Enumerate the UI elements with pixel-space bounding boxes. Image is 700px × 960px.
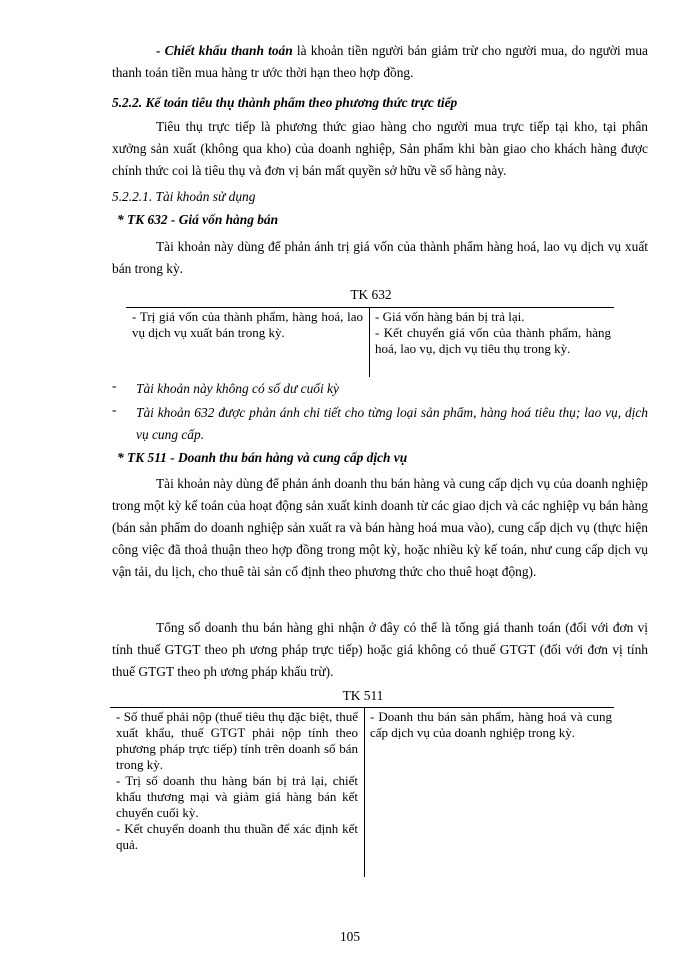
tk632-divider <box>369 307 370 377</box>
tk511-divider <box>364 707 365 877</box>
payment-discount-definition: là khoản tiền người bán giảm trừ cho người mua, do người mua thanh toán tiền mua hàng tr ước thời hạn theo hợp đồng. <box>112 43 648 80</box>
tk632-heading: * TK 632 - Giá vốn hàng bán <box>117 212 279 227</box>
tk632-caption: TK 632 <box>350 287 392 302</box>
section-heading-5221: 5.2.2.1. Tài khoản sử dụng <box>112 189 256 204</box>
tk511-top-rule <box>110 707 614 708</box>
tk511-credit-side: - Doanh thu bán sản phẩm, hàng hoá và cung cấp dịch vụ của doanh nghiệp trong kỳ. <box>370 709 612 740</box>
tk511-revenue-note: Tổng số doanh thu bán hàng ghi nhận ở đây có thể là tổng giá thanh toán (đối với đơn vị tính thuế GTGT theo ph ương pháp trực tiếp) hoặc giá không có thuế GTGT (đối với đơn vị tính thuế GTGT theo ph ương pháp khấu trừ). <box>112 620 648 679</box>
tk632-description: Tài khoản này dùng để phản ánh trị giá vốn của thành phẩm hàng hoá, lao vụ dịch vụ xuất bán trong kỳ. <box>112 239 648 276</box>
tk511-debit-side <box>116 709 358 853</box>
tk632-credit-item: - Kết chuyển giá vốn của thành phẩm, hàng hoá, lao vụ, dịch vụ tiêu thụ trong kỳ. <box>375 325 611 356</box>
tk511-caption: TK 511 <box>342 688 384 703</box>
tk632-top-rule <box>126 307 614 308</box>
tk511-description: Tài khoản này dùng để phản ánh doanh thu bán hàng và cung cấp dịch vụ của doanh nghiệp trong một kỳ kế toán của hoạt động sản xuất kinh doanh từ các giao dịch và các nghiệp vụ bán hàng (bán sản phẩm do doanh nghiệp sản xuất ra và bán hàng hoá mua vào), cung cấp dịch vụ (thực hiện công việc đã thoả thuận theo hợp đồng trong một kỳ, hoặc nhiều kỳ kế toán, như cung cấp dịch vụ vận tải, du lịch, cho thuê tài sản cố định theo phương thức cho thuê hoạt động). <box>112 476 648 579</box>
paragraph-direct-sales: Tiêu thụ trực tiếp là phương thức giao hàng cho người mua trực tiếp tại kho, tại phân xưởng sản xuất (không qua kho) của doanh nghiệp, Sản phẩm khi bàn giao cho khách hàng được chính thức coi là tiêu thụ và đơn vị bán mất quyền sở hữu về số hàng này. <box>112 119 648 178</box>
section-heading-522: 5.2.2. Kế toán tiêu thụ thành phẩm theo phương thức trực tiếp <box>112 95 458 110</box>
note-dash: - <box>112 402 117 417</box>
tk632-note-no-balance: Tài khoản này không có số dư cuối kỳ <box>136 381 339 396</box>
tk511-heading: * TK 511 - Doanh thu bán hàng và cung cấp dịch vụ <box>117 450 408 465</box>
tk632-debit-side: - Trị giá vốn của thành phẩm, hàng hoá, lao vụ dịch vụ xuất bán trong kỳ. <box>132 309 363 340</box>
tk632-credit-side <box>375 309 611 357</box>
page-number: 105 <box>339 929 361 944</box>
tk511-debit-item: - Số thuế phải nộp (thuế tiêu thụ đặc biệt, thuế xuất khẩu, thuế GTGT phải nộp tính theo phương pháp trực tiếp) tính trên doanh số bán trong kỳ. <box>116 709 358 772</box>
note-dash: - <box>112 378 117 393</box>
paragraph-payment-discount <box>112 40 648 84</box>
term-payment-discount: - Chiết khấu thanh toán <box>156 43 293 58</box>
tk511-debit-item: - Trị số doanh thu hàng bán bị trả lại, chiết khấu thương mại và giảm giá hàng bán kết chuyển cuối kỳ. <box>116 773 358 820</box>
tk511-debit-item: - Kết chuyển doanh thu thuần để xác định kết quả. <box>116 821 358 852</box>
tk632-note-detail: Tài khoản 632 được phản ánh chi tiết cho từng loại sản phẩm, hàng hoá tiêu thụ; lao vụ, dịch vụ cung cấp. <box>136 405 648 442</box>
tk632-credit-item: - Giá vốn hàng bán bị trả lại. <box>375 309 525 324</box>
